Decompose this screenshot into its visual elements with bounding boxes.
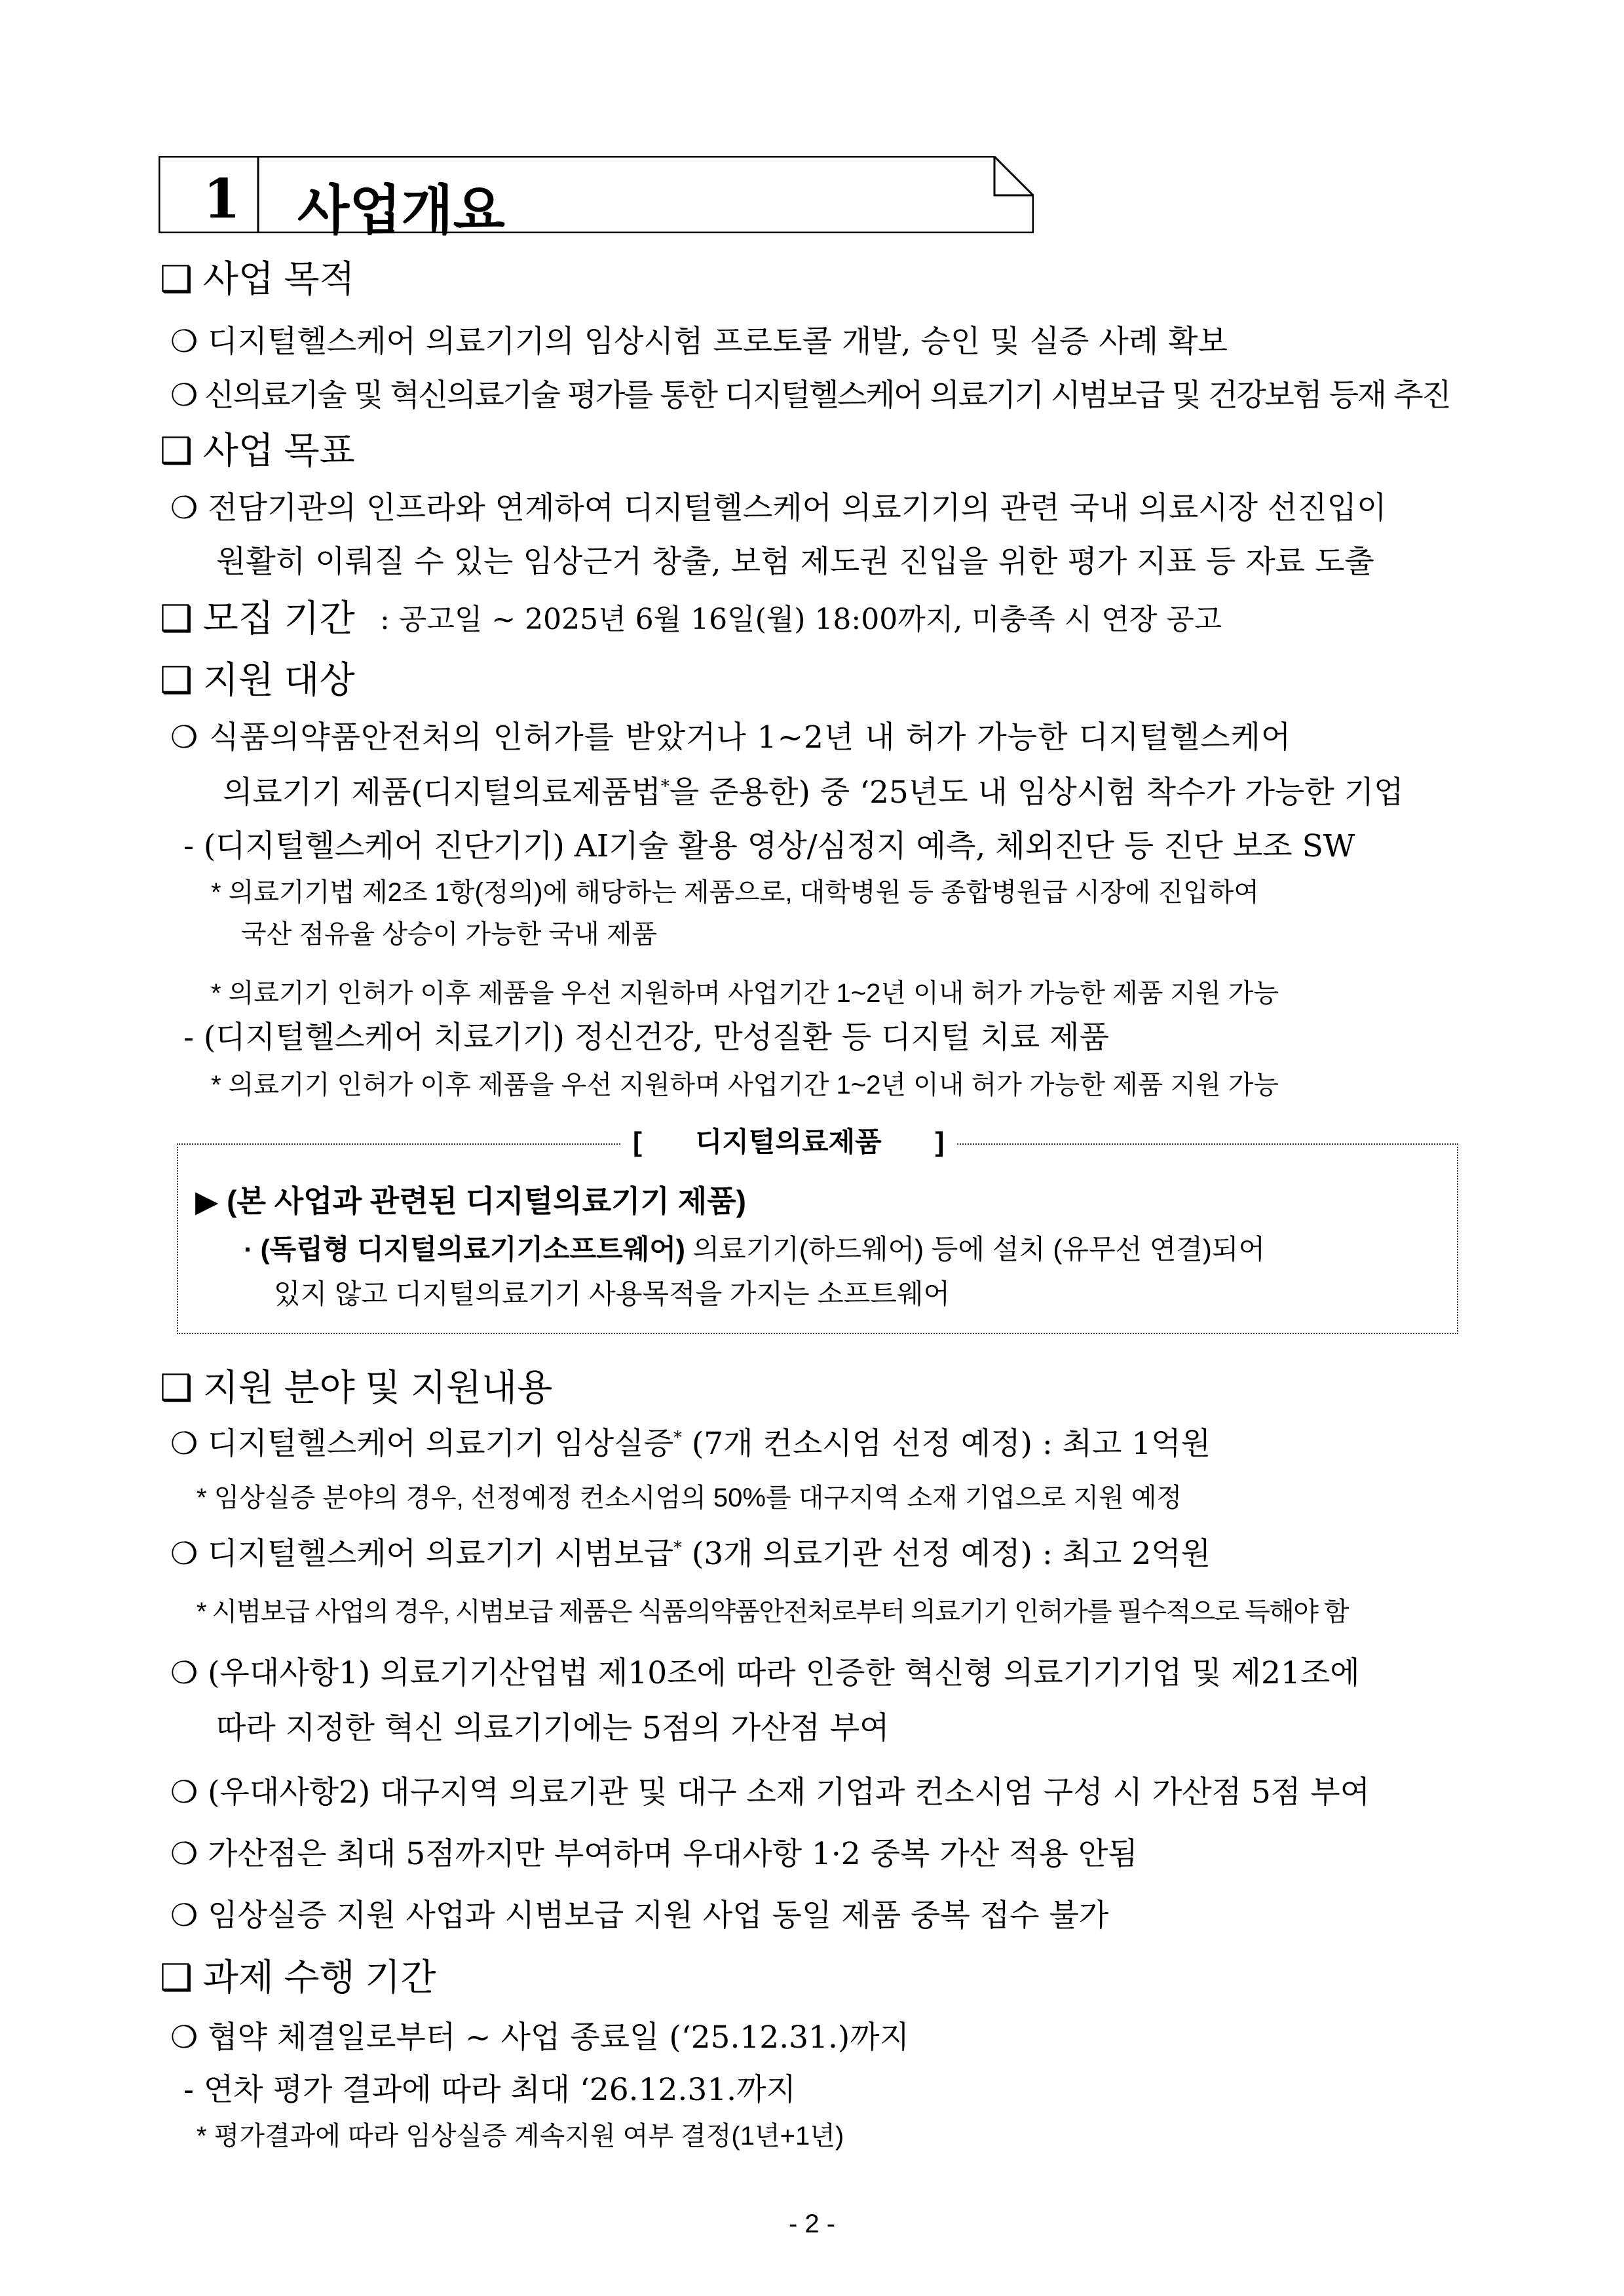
field-item-2-post: (3개 의료기관 선정 예정) : 최고 2억원	[681, 1536, 1211, 1572]
purpose-heading: ❑ 사업 목적	[160, 258, 355, 299]
purpose-item-2: ❍ 신의료기술 및 혁신의료기술 평가를 통한 디지털헬스케어 의료기기 시범보급 및 건강보험 등재 추진	[170, 377, 1450, 413]
target-diagnostic-note-1a: * 의료기기법 제2조 1항(정의)에 해당하는 제품으로, 대학병원 등 종합병원급 시장에 진입하여	[211, 878, 1259, 907]
section-title-box	[159, 156, 1034, 240]
title-box-frame	[159, 156, 1034, 233]
preference-item-3: ❍ 가산점은 최대 5점까지만 부여하며 우대사항 1·2 중복 가산 적용 안됨	[170, 1836, 1138, 1872]
target-diagnostic-note-2: * 의료기기 인허가 이후 제품을 우선 지원하며 사업기간 1~2년 이내 허가 가능한 제품 지원 가능	[211, 979, 1279, 1008]
target-heading: ❑ 지원 대상	[160, 659, 355, 700]
page-number: - 2 -	[788, 2210, 836, 2238]
goal-item-1b: 원활히 이뤄질 수 있는 임상근거 창출, 보험 제도권 진입을 위한 평가 지표 등 자료 도출	[216, 544, 1374, 580]
goal-heading: ❑ 사업 목표	[160, 430, 355, 471]
target-diagnostic: - (디지털헬스케어 진단기기) AI기술 활용 영상/심정지 예측, 체외진단 등 진단 보조 SW	[183, 828, 1355, 864]
standalone-sw-label: · (독립형 디지털의료기기소프트웨어)	[244, 1234, 685, 1265]
field-heading: ❑ 지원 분야 및 지원내용	[160, 1367, 553, 1408]
period-note: * 평가결과에 따라 임상실증 계속지원 여부 결정(1년+1년)	[197, 2122, 844, 2151]
field-item-1-note: * 임상실증 분야의 경우, 선정예정 컨소시엄의 50%를 대구지역 소재 기업으로 지원 예정	[197, 1483, 1182, 1512]
field-item-2	[170, 1536, 1211, 1572]
target-therapeutic-note: * 의료기기 인허가 이후 제품을 우선 지원하며 사업기간 1~2년 이내 허가 가능한 제품 지원 가능	[211, 1071, 1279, 1100]
target-diagnostic-note-1b: 국산 점유율 상승이 가능한 국내 제품	[241, 920, 658, 949]
target-item-1a: ❍ 식품의약품안전처의 인허가를 받았거나 1~2년 내 허가 가능한 디지털헬스케어	[170, 719, 1292, 756]
digital-product-box-sub-1	[244, 1236, 1265, 1263]
footnote-marker: *	[660, 776, 670, 797]
target-therapeutic: - (디지털헬스케어 치료기기) 정신건강, 만성질환 등 디지털 치료 제품	[183, 1020, 1109, 1056]
digital-product-box-title: [ 디지털의료제품 ]	[621, 1128, 956, 1156]
recruit-heading: ❑ 모집 기간	[160, 598, 355, 639]
preference-item-1b: 따라 지정한 혁신 의료기기에는 5점의 가산점 부여	[216, 1710, 890, 1746]
field-item-1-pre: ❍ 디지털헬스케어 의료기기 임상실증	[170, 1426, 673, 1462]
standalone-sw-desc: 의료기기(하드웨어) 등에 설치 (유무선 연결)되어	[685, 1234, 1266, 1265]
footnote-marker: *	[673, 1428, 682, 1448]
digital-product-box-item: ▶ (본 사업과 관련된 디지털의료기기 제품)	[195, 1184, 746, 1218]
field-item-1-post: (7개 컨소시엄 선정 예정) : 최고 1억원	[681, 1426, 1211, 1462]
section-title: 사업개요	[297, 181, 505, 240]
target-item-1b-pre: 의료기기 제품(디지털의료제품법	[223, 775, 661, 811]
preference-item-1a: ❍ (우대사항1) 의료기기산업법 제10조에 따라 인증한 혁신형 의료기기기업 및 제21조에	[170, 1655, 1360, 1691]
target-item-1b	[223, 775, 1404, 811]
section-number: 1	[203, 168, 241, 231]
period-item-1: ❍ 협약 체결일로부터 ~ 사업 종료일 (‘25.12.31.)까지	[170, 2019, 910, 2056]
recruit-detail: : 공고일 ~ 2025년 6월 16일(월) 18:00까지, 미충족 시 연장 공고	[380, 603, 1222, 636]
period-heading: ❑ 과제 수행 기간	[160, 1957, 436, 1998]
field-item-2-note: * 시범보급 사업의 경우, 시범보급 제품은 식품의약품안전처로부터 의료기기 인허가를 필수적으로 득해야 함	[197, 1598, 1348, 1626]
preference-item-2: ❍ (우대사항2) 대구지역 의료기관 및 대구 소재 기업과 컨소시엄 구성 시 가산점 5점 부여	[170, 1774, 1370, 1810]
field-item-2-pre: ❍ 디지털헬스케어 의료기기 시범보급	[170, 1536, 673, 1572]
goal-item-1a: ❍ 전담기관의 인프라와 연계하여 디지털헬스케어 의료기기의 관련 국내 의료시장 선진입이	[170, 490, 1387, 526]
period-item-2: - 연차 평가 결과에 따라 최대 ‘26.12.31.까지	[183, 2072, 796, 2108]
purpose-item-1: ❍ 디지털헬스케어 의료기기의 임상시험 프로토콜 개발, 승인 및 실증 사례 확보	[170, 324, 1228, 360]
field-item-1	[170, 1426, 1211, 1462]
preference-item-4: ❍ 임상실증 지원 사업과 시범보급 지원 사업 동일 제품 중복 접수 불가	[170, 1898, 1109, 1934]
footnote-marker: *	[673, 1538, 682, 1558]
digital-product-box-sub-2: 있지 않고 디지털의료기기 사용목적을 가지는 소프트웨어	[274, 1278, 951, 1309]
target-item-1b-post: 을 준용한) 중 ‘25년도 내 임상시험 착수가 가능한 기업	[669, 775, 1404, 811]
